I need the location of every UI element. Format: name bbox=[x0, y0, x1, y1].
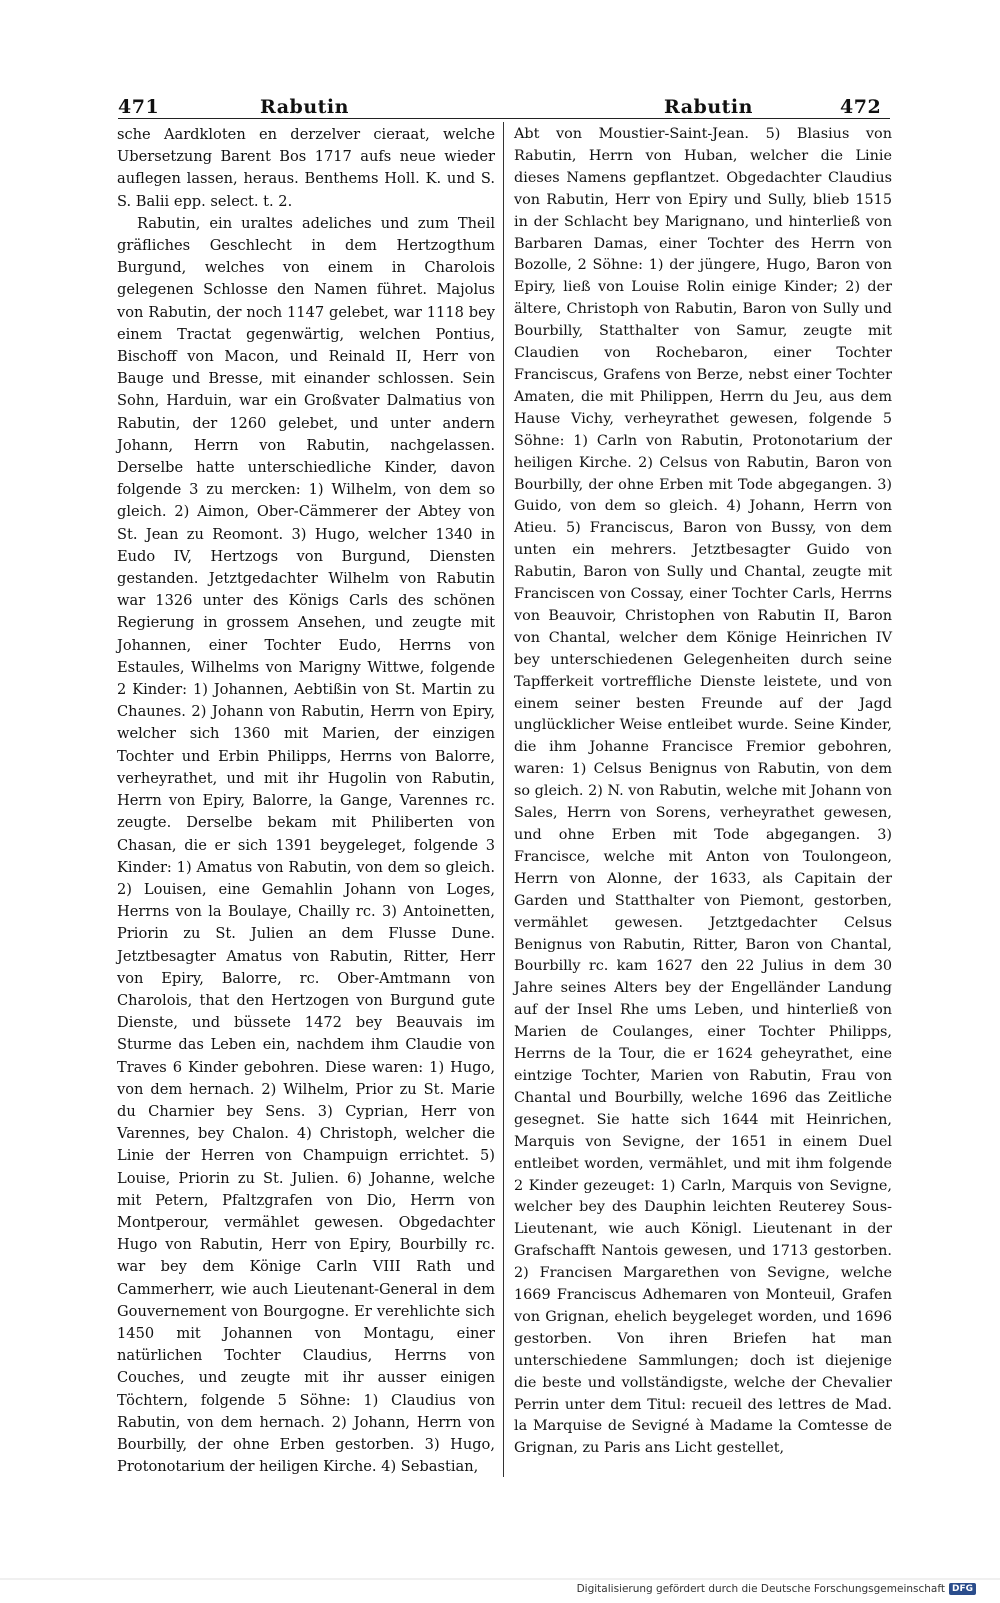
page-number-right: 472 bbox=[840, 96, 882, 118]
page-number-left: 471 bbox=[118, 96, 160, 118]
right-column bbox=[514, 124, 892, 1460]
left-column-paragraph: sche Aardkloten en derzelver cieraat, welche Ubersetzung Barent Bos 1717 aufs neue wieder auflegen lassen, heraus. Benthems Holl. K. und S. S. Balii epp. select. t. 2. bbox=[117, 126, 495, 210]
column-divider bbox=[503, 122, 504, 1477]
right-column-paragraph: Abt von Moustier-Saint-Jean. 5) Blasius von Rabutin, Herrn von Huban, welcher die Linie dieses Namens gepflantzet. Obgedachter Claudius von Rabutin, Herr von Epiry und Sully, blieb 1515 in der Schlacht bey Marignano, und hinterließ von Barbaren Damas, einer Tochter des Herrn von Bozolle, 2 Söhne: 1) der jüngere, Hugo, Baron von Epiry, ließ von Louise Rolin einige Kinder; 2) der ältere, Christoph von Rabutin, Baron von Sully und Bourbilly, Statthalter von Samur, zeugte mit Claudien von Rochebaron, einer Tochter Franciscus, Grafens von Berze, nebst einer Tochter Amaten, die mit Philippen, Herrn du Jeu, aus dem Hause Vichy, verheyrathet gewesen, folgende 5 Söhne: 1) Carln von Rabutin, Protonotarium der heiligen Kirche. 2) Celsus von Rabutin, Baron von Bourbilly, der ohne Erben mit Tode abgegangen. 3) Guido, von dem so gleich. 4) Johann, Herrn von Atieu. 5) Franciscus, Baron von Bussy, von dem unten ein mehrers. Jetztbesagter Guido von Rabutin, Baron von Sully und Chantal, zeugte mit Franciscen von Cossay, einer Tochter Carls, Herrns von Beauvoir, Christophen von Rabutin II, Baron von Chantal, welcher dem Könige Heinrichen IV bey unterschiedenen Gelegenheiten durch seine Tapfferkeit vortreffliche Dienste leistete, und von einem seiner besten Freunde auf der Jagd unglücklicher Weise entleibet wurde. Seine Kinder, die ihm Johanne Francisce Fremior gebohren, waren: 1) Celsus Benignus von Rabutin, von dem so gleich. 2) N. von Rabutin, welche mit Johann von Sales, Herrn von Sorens, verheyrathet gewesen, und ohne Erben mit Tode abgegangen. 3) Francisce, welche mit Anton von Toulongeon, Herrn von Alonne, der 1633, als Capitain der Garden und Statthalter von Piemont, gestorben, vermählet gewesen. Jetztgedachter Celsus Benignus von Rabutin, Ritter, Baron von Chantal, Bourbilly rc. kam 1627 den 22 Julius in dem 30 Jahre seines Alters bey der Engelländer Landung auf der Insel Rhe ums Leben, und hinterließ von Marien de Coulanges, einer Tochter Philipps, Herrns de la Tour, die er 1624 geheyrathet, eine eintzige Tochter, Marien von Rabutin, Frau von Chantal und Bourbilly, welche 1696 das Zeitliche gesegnet. Sie hatte sich 1644 mit Heinrichen, Marquis von Sevigne, der 1651 in einem Duel entleibet worden, vermählet, und mit ihm folgende 2 Kinder gezeuget: 1) Carln, Marquis von Sevigne, welcher bey des Dauphin leichten Reuterey Sous-Lieutenant, wie auch Königl. Lieutenant in der Grafschafft Nantois gewesen, und 1713 gestorben. 2) Francisen Margarethen von Sevigne, welche 1669 Franciscus Adhemaren von Monteuil, Grafen von Grignan, ehelich beygeleget worden, und 1696 gestorben. Von ihren Briefen hat man unterschiedene Sammlungen; doch ist diejenige die beste und vollständigste, welche der Chevalier Perrin unter dem Titul: recueil des lettres de Mad. la Marquise de Sevigné à Madame la Comtesse de Grignan, zu Paris ans Licht gestellet, bbox=[514, 126, 892, 1457]
running-title-left: Rabutin bbox=[260, 96, 349, 118]
page-header bbox=[112, 96, 892, 124]
left-column-paragraph: Rabutin, ein uraltes adeliches und zum Theil gräfliches Geschlecht in dem Hertzogthum Burgund, welches von einem in Charolois gelegenen Schlosse den Namen führet. Majolus von Rabutin, der noch 1147 gelebet, war 1118 bey einem Tractat gegenwärtig, welchen Pontius, Bischoff von Macon, und Reinald II, Herr von Bauge und Bresse, mit einander schlossen. Sein Sohn, Harduin, war ein Großvater Dalmatius von Rabutin, der 1260 gelebet, und unter andern Johann, Herrn von Rabutin, nachgelassen. Derselbe hatte unterschiedliche Kinder, davon folgende 3 zu mercken: 1) Wilhelm, von dem so gleich. 2) Aimon, Ober-Cämmerer der Abtey von St. Jean zu Reomont. 3) Hugo, welcher 1340 in Eudo IV, Hertzogs von Burgund, Diensten gestanden. Jetztgedachter Wilhelm von Rabutin war 1326 unter des Königs Carls des schönen Regierung in grossem Ansehen, und zeugte mit Johannen, einer Tochter Eudo, Herrns von Estaules, Wilhelms von Marigny Wittwe, folgende 2 Kinder: 1) Johannen, Aebtißin von St. Martin zu Chaunes. 2) Johann von Rabutin, Herrn von Epiry, welcher sich 1360 mit Marien, der einzigen Tochter und Erbin Philipps, Herrns von Balorre, verheyrathet, und mit ihr Hugolin von Rabutin, Herrn von Epiry, Balorre, la Gange, Varennes rc. zeugte. Derselbe bekam mit Philiberten von Chasan, die er sich 1391 beygeleget, folgende 3 Kinder: 1) Amatus von Rabutin, von dem so gleich. 2) Louisen, eine Gemahlin Johann von Loges, Herrns von la Boulaye, Chailly rc. 3) Antoinetten, Priorin zu St. Julien an dem Flusse Dune. Jetztbesagter Amatus von Rabutin, Ritter, Herr von Epiry, Balorre, rc. Ober-Amtmann von Charolois, that den Hertzogen von Burgund gute Dienste, und büssete 1472 bey Beauvais im Sturme das Leben ein, nachdem ihm Claudie von Traves 6 Kinder gebohren. Diese waren: 1) Hugo, von dem hernach. 2) Wilhelm, Prior zu St. Marie du Charnier bey Sens. 3) Cyprian, Herr von Varennes, bey Chalon. 4) Christoph, welcher die Linie der Herren von Champuign errichtet. 5) Louise, Priorin zu St. Julien. 6) Johanne, welche mit Petern, Pfaltzgrafen von Dio, Herrn von Montperour, vermählet gewesen. Obgedachter Hugo von Rabutin, Herr von Epiry, Bourbilly rc. war bey dem Könige Carln VIII Rath und Cammerherr, wie auch Lieutenant-General in dem Gouvernement von Bourgogne. Er verehlichte sich 1450 mit Johannen von Montagu, einer natürlichen Tochter Claudius, Herrns von Couches, und zeugte mit ihr ausser einigen Töchtern, folgende 5 Söhne: 1) Claudius von Rabutin, von dem hernach. 2) Johann, Herrn von Bourbilly, der ohne Erben gestorben. 3) Hugo, Protonotarium der heiligen Kirche. 4) Sebastian, bbox=[117, 214, 495, 1476]
running-title-right: Rabutin bbox=[664, 96, 753, 118]
left-column bbox=[117, 124, 495, 1478]
footer-text: Digitalisierung gefördert durch die Deutsche Forschungsgemeinschaft bbox=[576, 1583, 945, 1595]
footer bbox=[577, 1583, 976, 1595]
footer-rule bbox=[0, 1578, 1000, 1580]
header-rule bbox=[118, 118, 890, 119]
dfg-logo: DFG bbox=[949, 1583, 976, 1595]
